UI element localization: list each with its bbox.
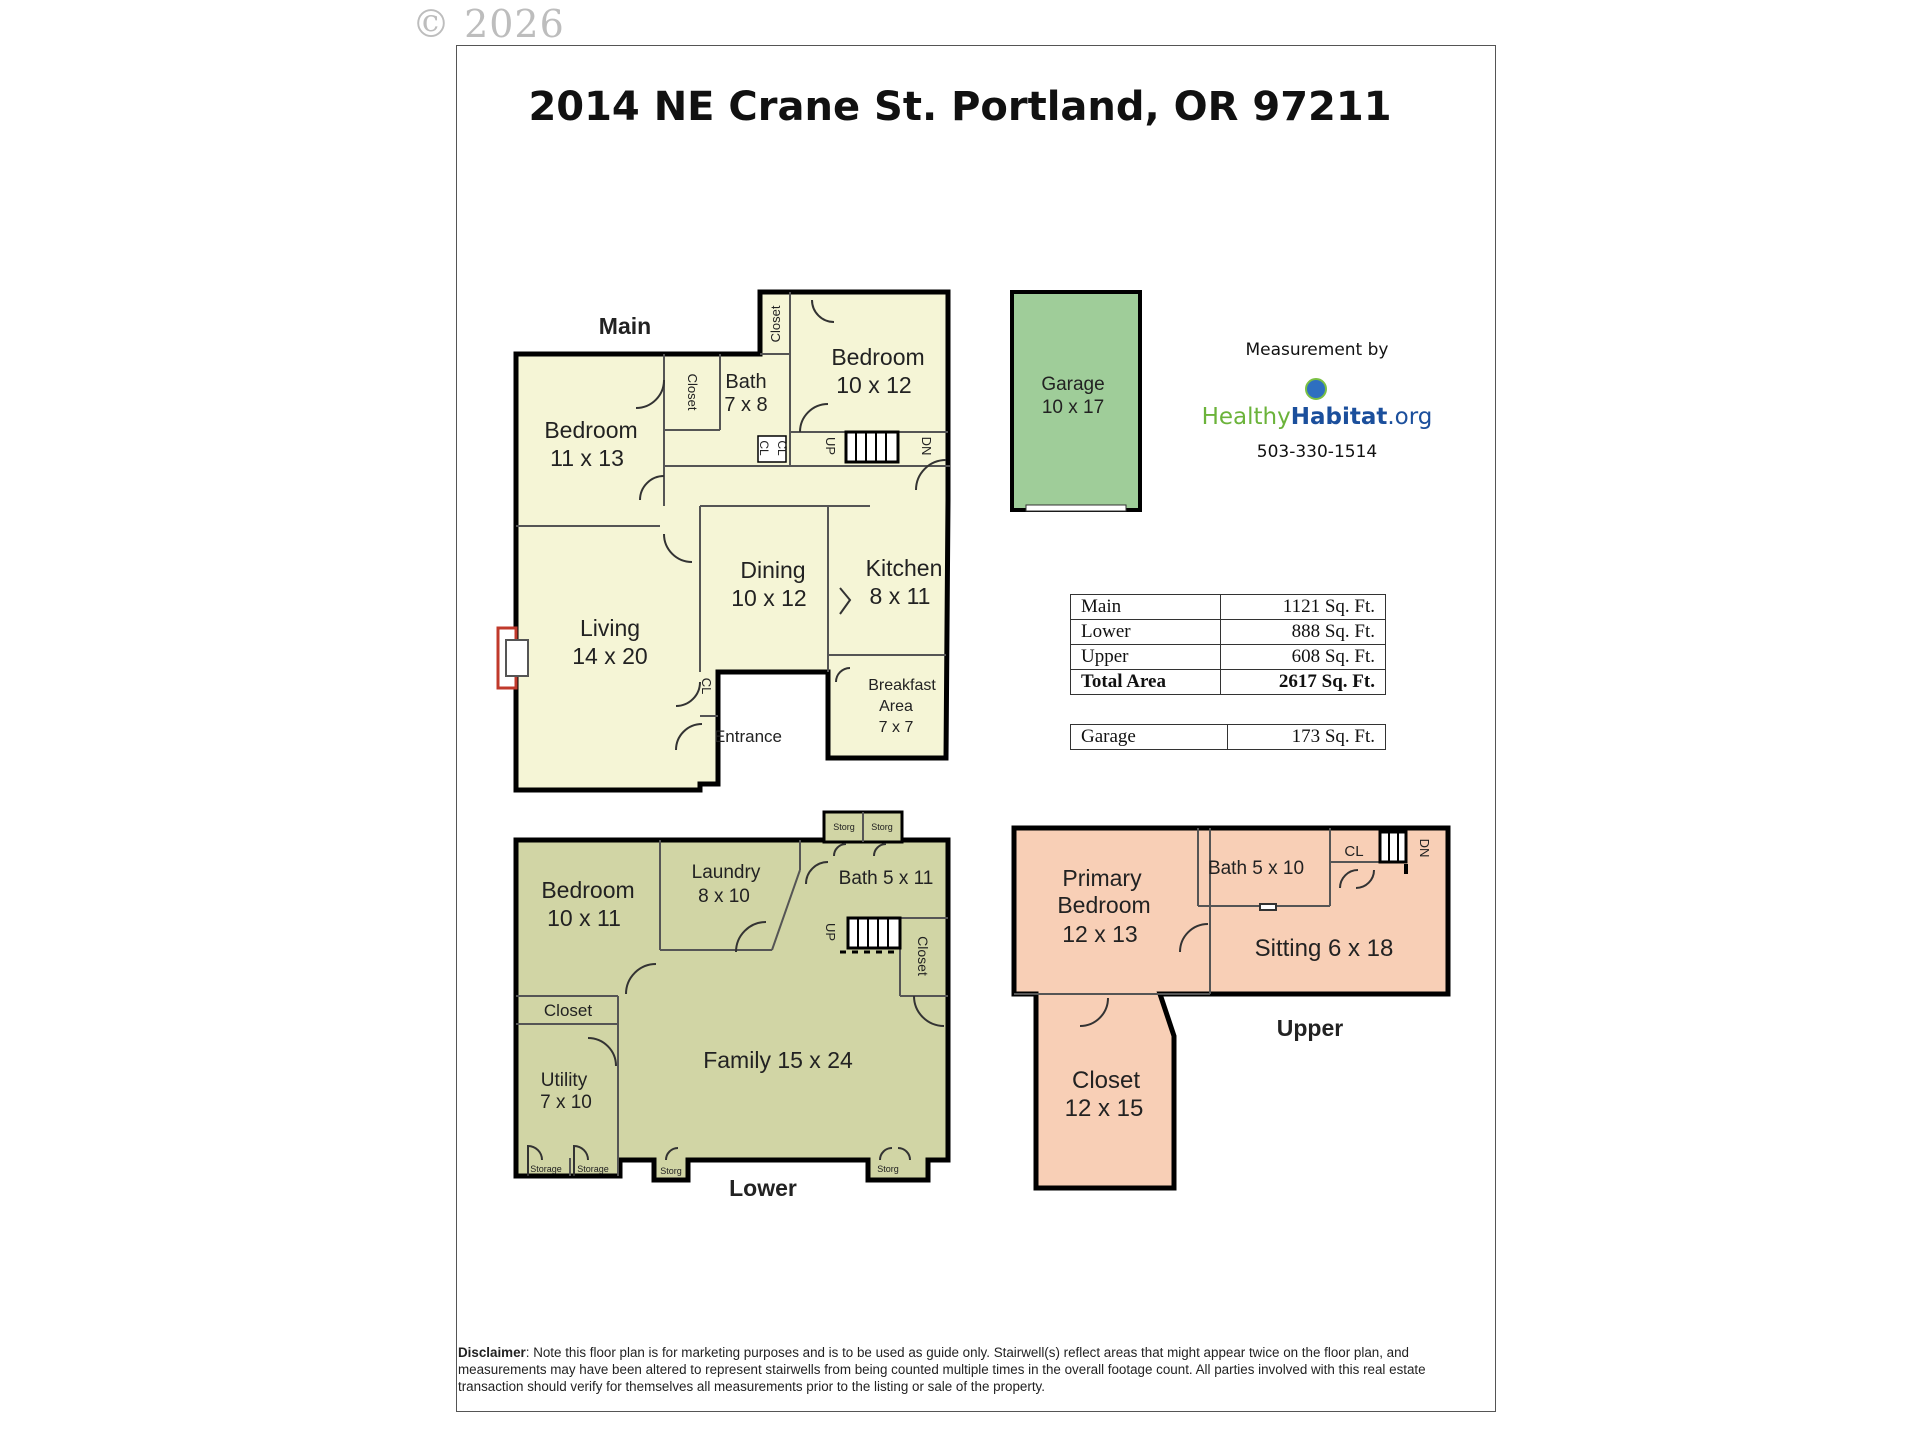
area-value: 608 Sq. Ft.	[1220, 645, 1385, 670]
upper-cl: CL	[1344, 843, 1364, 860]
lower-bedroom-name: Bedroom	[541, 877, 635, 903]
dining-name: Dining	[740, 557, 806, 583]
lower-closet: Closet	[543, 1001, 593, 1020]
area-label: Main	[1071, 595, 1221, 620]
main-bath-size: 7 x 8	[724, 394, 768, 416]
main-closet-a: Closet	[685, 373, 700, 411]
laundry-name: Laundry	[691, 862, 761, 883]
disclaimer-label: Disclaimer	[458, 1345, 526, 1360]
area-value: 173 Sq. Ft.	[1228, 725, 1386, 750]
upper-closet-name: Closet	[1071, 1067, 1141, 1094]
logo-bold: Habitat	[1290, 404, 1388, 430]
upper-bath-name: Bath 5 x 10	[1207, 858, 1305, 879]
sitting-name: Sitting 6 x 18	[1254, 935, 1394, 962]
disclaimer	[458, 1344, 1488, 1395]
main-cl-3: CL	[699, 677, 714, 695]
disclaimer-text: : Note this floor plan is for marketing purposes and is to be used as guide only. Stairwell(s) reflect areas that might appear twice on the floor plan, and measurements may have been altered to represent stairwells from being counted multiple times in the overall footage count. All parties involved with this real estate transaction should verify for themselves all measurements prior to the listing or sale of the property.	[458, 1345, 1426, 1394]
area-value: 1121 Sq. Ft.	[1220, 595, 1385, 620]
storage-2: Storage	[577, 1164, 609, 1174]
laundry-size: 8 x 10	[698, 886, 750, 907]
garage-area-table	[1070, 724, 1386, 750]
lower-stairs-up: UP	[823, 922, 838, 942]
area-label: Garage	[1071, 725, 1228, 750]
lower-floor-label: Lower	[729, 1175, 797, 1201]
primary-bedroom-line2: Bedroom	[1057, 892, 1151, 918]
area-row-garage	[1071, 725, 1386, 750]
entrance-name: Entrance	[713, 727, 783, 746]
main-floor-label: Main	[598, 313, 652, 339]
kitchen-name: Kitchen	[865, 555, 943, 581]
logo-suffix: .org	[1387, 404, 1433, 430]
lower-bedroom-size: 10 x 11	[547, 905, 621, 931]
property-address-title: 2014 NE Crane St. Portland, OR 97211	[528, 84, 1392, 130]
area-label: Upper	[1071, 645, 1221, 670]
garage	[1012, 292, 1140, 511]
area-row-upper	[1071, 645, 1386, 670]
area-label: Lower	[1071, 620, 1221, 645]
kitchen-size: 8 x 11	[869, 583, 931, 609]
globe-icon	[1305, 378, 1327, 400]
lower-floor	[516, 812, 948, 1201]
breakfast-name-1: Breakfast	[868, 677, 936, 694]
main-bath-name: Bath	[725, 371, 767, 393]
main-closet-b: Closet	[768, 305, 783, 343]
area-label: Total Area	[1071, 670, 1221, 695]
living-size: 14 x 20	[572, 643, 648, 669]
storage-1: Storage	[530, 1164, 562, 1174]
area-value: 2617 Sq. Ft.	[1220, 670, 1385, 695]
storg-4: Storg	[871, 822, 893, 832]
storg-2: Storg	[877, 1164, 899, 1174]
lower-closet-vertical: Closet	[915, 936, 931, 976]
breakfast-name-2: Area	[879, 698, 913, 715]
storg-3: Storg	[833, 822, 855, 832]
lower-bath-name: Bath 5 x 11	[838, 868, 934, 889]
area-summary-table	[1070, 594, 1386, 695]
main-bedroom-1-name: Bedroom	[544, 417, 638, 443]
family-name: Family 15 x 24	[703, 1047, 853, 1073]
main-cl-2: CL	[775, 440, 789, 456]
lower-stairs	[840, 918, 900, 952]
upper-floor-label: Upper	[1276, 1015, 1344, 1041]
utility-name: Utility	[540, 1070, 588, 1091]
copyright-watermark: © 2026	[412, 2, 565, 46]
storg-1: Storg	[660, 1166, 682, 1176]
measurement-phone: 503-330-1514	[1256, 442, 1378, 462]
measurement-credit	[1192, 340, 1442, 462]
upper-floor	[1014, 828, 1448, 1188]
primary-bedroom-size: 12 x 13	[1062, 921, 1138, 947]
logo-prefix: Healthy	[1201, 404, 1291, 430]
main-bedroom-1-size: 11 x 13	[550, 445, 624, 471]
main-bedroom-2-size: 10 x 12	[836, 372, 912, 398]
main-stairs-up: UP	[823, 436, 838, 456]
living-name: Living	[579, 615, 641, 641]
healthy-habitat-logo	[1192, 378, 1442, 430]
main-bedroom-2-name: Bedroom	[831, 344, 925, 370]
area-row-lower	[1071, 620, 1386, 645]
area-value: 888 Sq. Ft.	[1220, 620, 1385, 645]
primary-bedroom-line1: Primary	[1062, 865, 1142, 891]
utility-size: 7 x 10	[540, 1092, 592, 1113]
main-stairs-down: DN	[919, 436, 934, 456]
main-floor	[498, 292, 950, 790]
area-row-main	[1071, 595, 1386, 620]
main-cl-1: CL	[757, 440, 771, 456]
upper-closet-size: 12 x 15	[1064, 1095, 1144, 1122]
area-row-total	[1071, 670, 1386, 695]
garage-size: 10 x 17	[1041, 397, 1105, 418]
dining-size: 10 x 12	[731, 585, 807, 611]
garage-name: Garage	[1041, 374, 1105, 395]
upper-stairs-down: DN	[1417, 838, 1432, 858]
breakfast-size: 7 x 7	[878, 719, 914, 736]
measurement-by-label: Measurement by	[1245, 340, 1389, 360]
